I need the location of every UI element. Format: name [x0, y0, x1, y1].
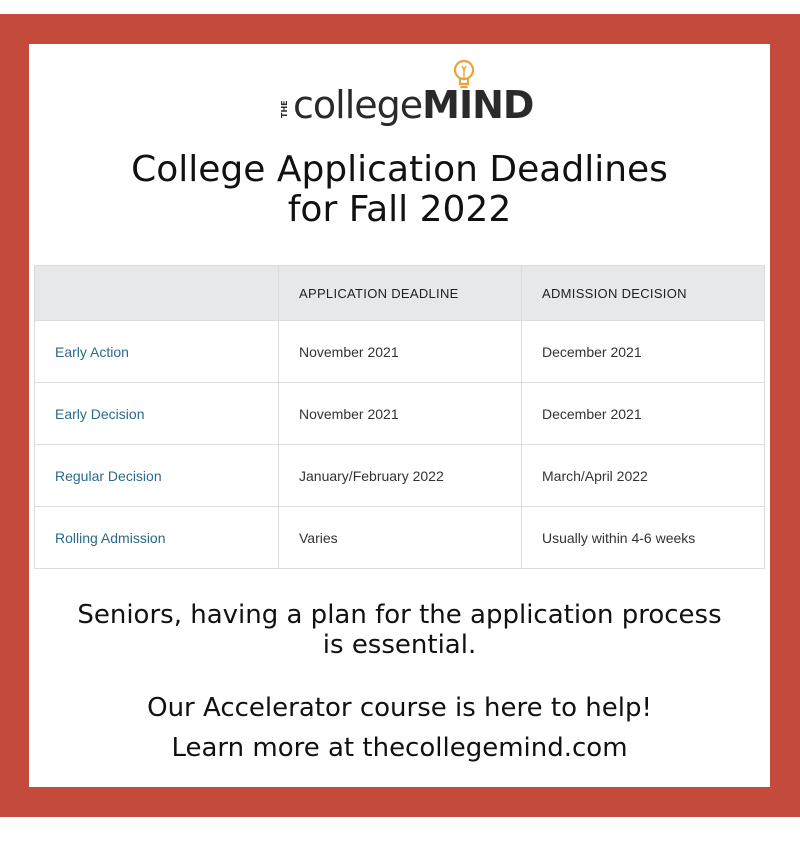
- deadline-cell: January/February 2022: [279, 445, 522, 507]
- row-label: Early Action: [35, 321, 279, 383]
- page-title: [29, 150, 770, 230]
- deadline-cell: November 2021: [279, 321, 522, 383]
- message-line-1: Seniors, having a plan for the application process: [77, 600, 722, 630]
- title-line-2: for Fall 2022: [287, 189, 512, 230]
- decision-cell: Usually within 4-6 weeks: [522, 507, 765, 569]
- table-row: [35, 445, 765, 507]
- promo-line-1: Our Accelerator course is here to help!: [147, 693, 652, 723]
- header-cell-type: [35, 266, 279, 321]
- deadline-cell: Varies: [279, 507, 522, 569]
- title-line-1: College Application Deadlines: [131, 149, 668, 190]
- logo-word-regular: college: [293, 83, 423, 127]
- brand-logo: [279, 58, 534, 130]
- lightbulb-icon: [451, 58, 477, 94]
- header-cell-deadline: APPLICATION DEADLINE: [279, 266, 522, 321]
- decision-cell: December 2021: [522, 321, 765, 383]
- accelerator-promo: [29, 688, 770, 768]
- logo-prefix: THE: [280, 100, 289, 118]
- table-row: [35, 383, 765, 445]
- message-line-2: is essential.: [322, 630, 477, 660]
- promo-line-2: Learn more at thecollegemind.com: [171, 733, 628, 763]
- deadline-cell: November 2021: [279, 383, 522, 445]
- seniors-message: [29, 600, 770, 660]
- decision-cell: December 2021: [522, 383, 765, 445]
- row-label: Early Decision: [35, 383, 279, 445]
- logo-word-bold: MIND: [422, 83, 534, 127]
- table-row: [35, 321, 765, 383]
- table-row: [35, 507, 765, 569]
- deadlines-table: [34, 265, 765, 569]
- logo-wordmark: [293, 80, 533, 130]
- row-label: Rolling Admission: [35, 507, 279, 569]
- decision-cell: March/April 2022: [522, 445, 765, 507]
- row-label: Regular Decision: [35, 445, 279, 507]
- header-cell-decision: ADMISSION DECISION: [522, 266, 765, 321]
- table-header-row: [35, 266, 765, 321]
